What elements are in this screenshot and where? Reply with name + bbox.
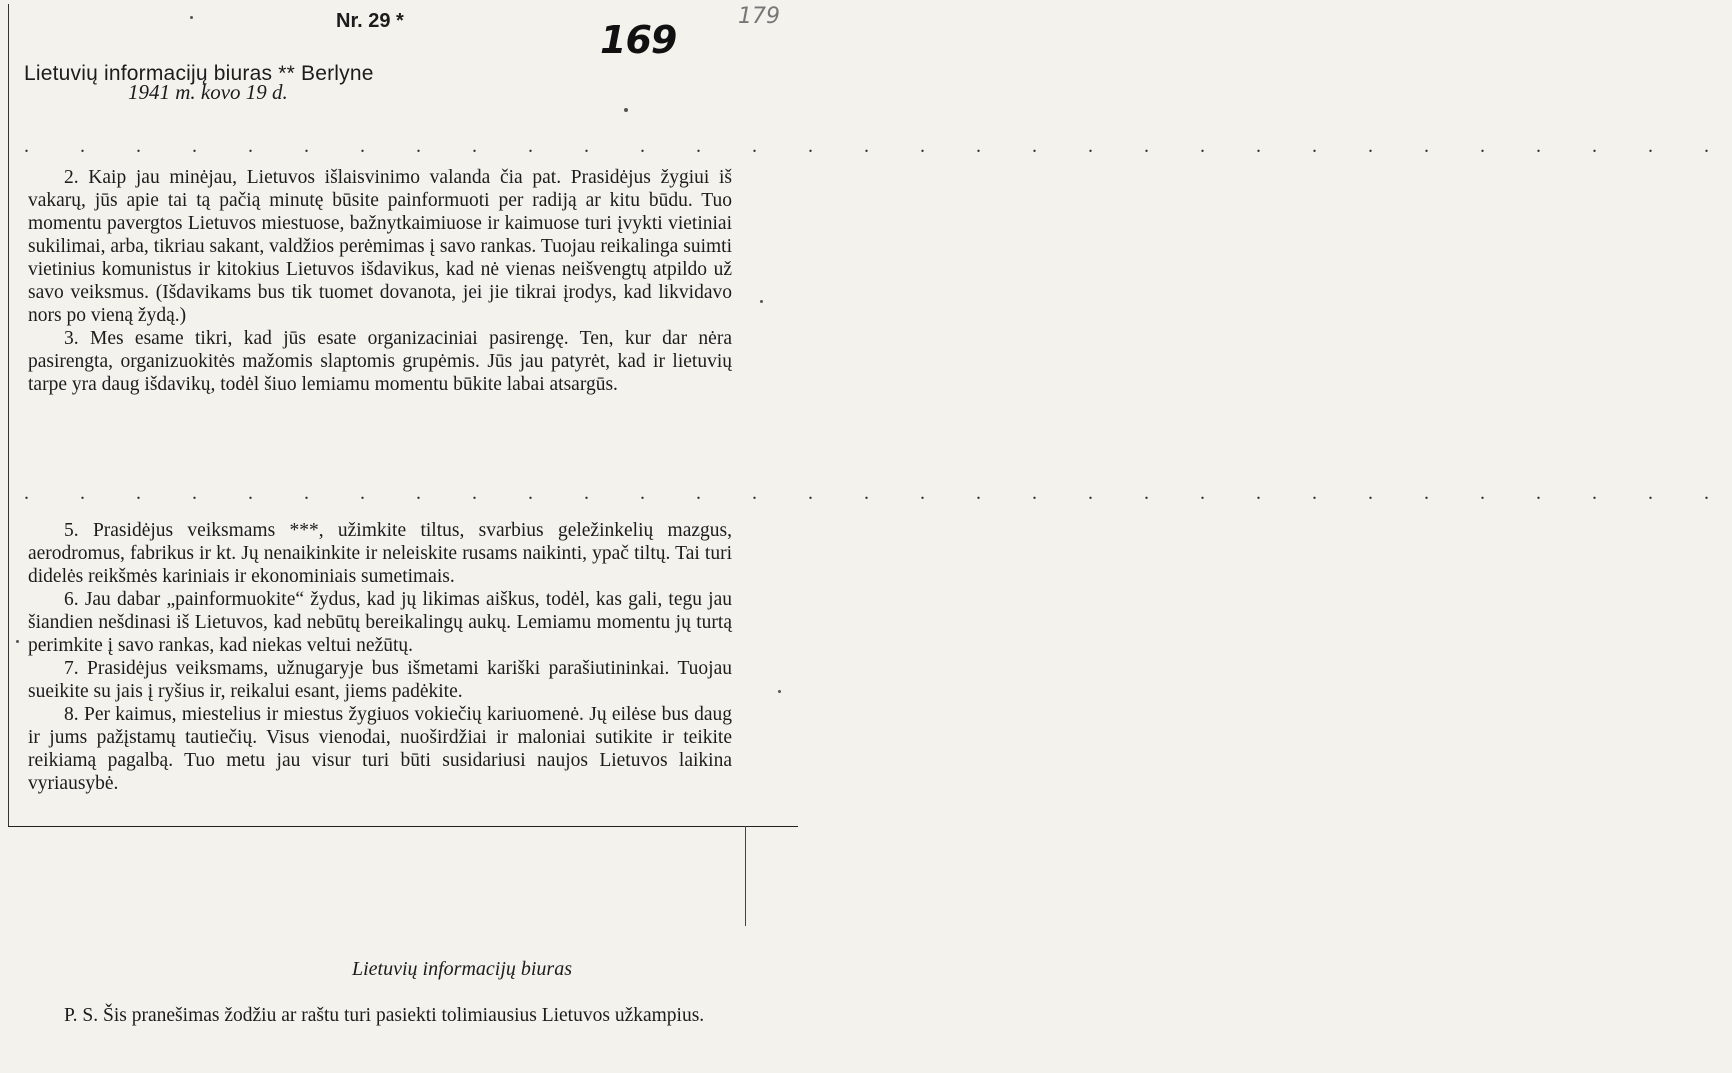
- paragraph-7: 7. Prasidėjus veiksmams, užnugaryje bus išmetami kariški parašiutininkai. Tuojau sueikite su jais į ryšius ir, reikalui esant, jiems padėkite.: [28, 658, 732, 702]
- scan-speck: [190, 16, 193, 19]
- signature: Lietuvių informacijų biuras: [352, 958, 572, 980]
- scan-speck: [624, 108, 628, 112]
- postscript: [28, 1004, 732, 1028]
- paragraph-3: 3. Mes esame tikri, kad jūs esate organizaciniai pasirengę. Ten, kur dar nėra pasirengta, organizuokitės mažomis slaptomis grupėmis. Jūs jau patyrėt, kad ir lietuvių tarpe yra daug išdavikų, todėl šiuo lemiamu momentu būkite labai atsargūs.: [28, 328, 732, 395]
- header-date: 1941 m. kovo 19 d.: [128, 80, 288, 104]
- frame-right-border: [745, 826, 746, 926]
- paragraph-5: 5. Prasidėjus veiksmams ***, užimkite tiltus, svarbius geležinkelių mazgus, aerodromus, fabrikus ir kt. Jų nenaikinkite ir neleiskite rusams naikinti, ypač tiltų. Tai turi didelės reikšmės kariniais ir ekonominiais sumetimais.: [28, 520, 732, 587]
- paragraph-group-2: [28, 519, 732, 795]
- header-organization: Lietuvių informacijų biuras ** Berlyne: [24, 62, 374, 85]
- frame-left-border: [8, 4, 9, 826]
- scan-speck: [778, 690, 781, 693]
- document-number: Nr. 29 *: [336, 10, 404, 32]
- frame-divider-line: [8, 826, 798, 827]
- paragraph-6: 6. Jau dabar „painformuokite“ žydus, kad jų likimas aiškus, todėl, kas gali, tegu jau šiandien nešdinasi iš Lietuvos, kad nebūtų bereikalingų aukų. Lemiamu momentu jų turtą perimkite į savo rankas, kad niekas veltui nežūtų.: [28, 589, 732, 656]
- paragraph-2: 2. Kaip jau minėjau, Lietuvos išlaisvinimo valanda čia pat. Prasidėjus žygiui iš vakarų, jūs apie tai tą pačią minutę būsite painformuoti per radiją ar kitu būdu. Tuo momentu pavergtos Lietuvos miestuose, bažnytkaimiuose ir kaimuose turi įvykti vietiniai sukilimai, arba, tikriau sakant, valdžios perėmimas į savo rankas. Tuojau reikalinga suimti vietinius komunistus ir kitokius Lietuvos išdavikus, kad nė vienas neišvengtų atpildo už savo veiksmus. (Išdavikams bus tik tuomet dovanota, jei jie tikrai įrodys, kad likvidavo nors po vieną žydą.): [28, 167, 732, 326]
- scan-speck: [760, 300, 763, 303]
- archive-page-number: 179: [738, 4, 780, 29]
- scan-speck: [16, 640, 19, 643]
- dotted-separator-1: . . . . . . . . . . . . . . . . . . . . . . . . . . . . . . .: [24, 135, 1732, 157]
- dotted-separator-2: . . . . . . . . . . . . . . . . . . . . . . . . . . . . . . .: [24, 482, 1732, 504]
- postscript-text: P. S. Šis pranešimas žodžiu ar raštu turi pasiekti tolimiausius Lietuvos užkampius.: [64, 1005, 705, 1026]
- handwritten-page-number: 169: [600, 18, 677, 62]
- paragraph-8: 8. Per kaimus, miestelius ir miestus žygiuos vokiečių kariuomenė. Jų eilėse bus daug ir jums pažįstamų tautiečių. Visus vienodai, nuoširdžiai ir maloniai sutikite ir teikite reikiamą pagalbą. Tuo metu jau visur turi būti susidariusi naujos Lietuvos laikina vyriausybė.: [28, 704, 732, 794]
- paragraph-group-1: [28, 166, 732, 396]
